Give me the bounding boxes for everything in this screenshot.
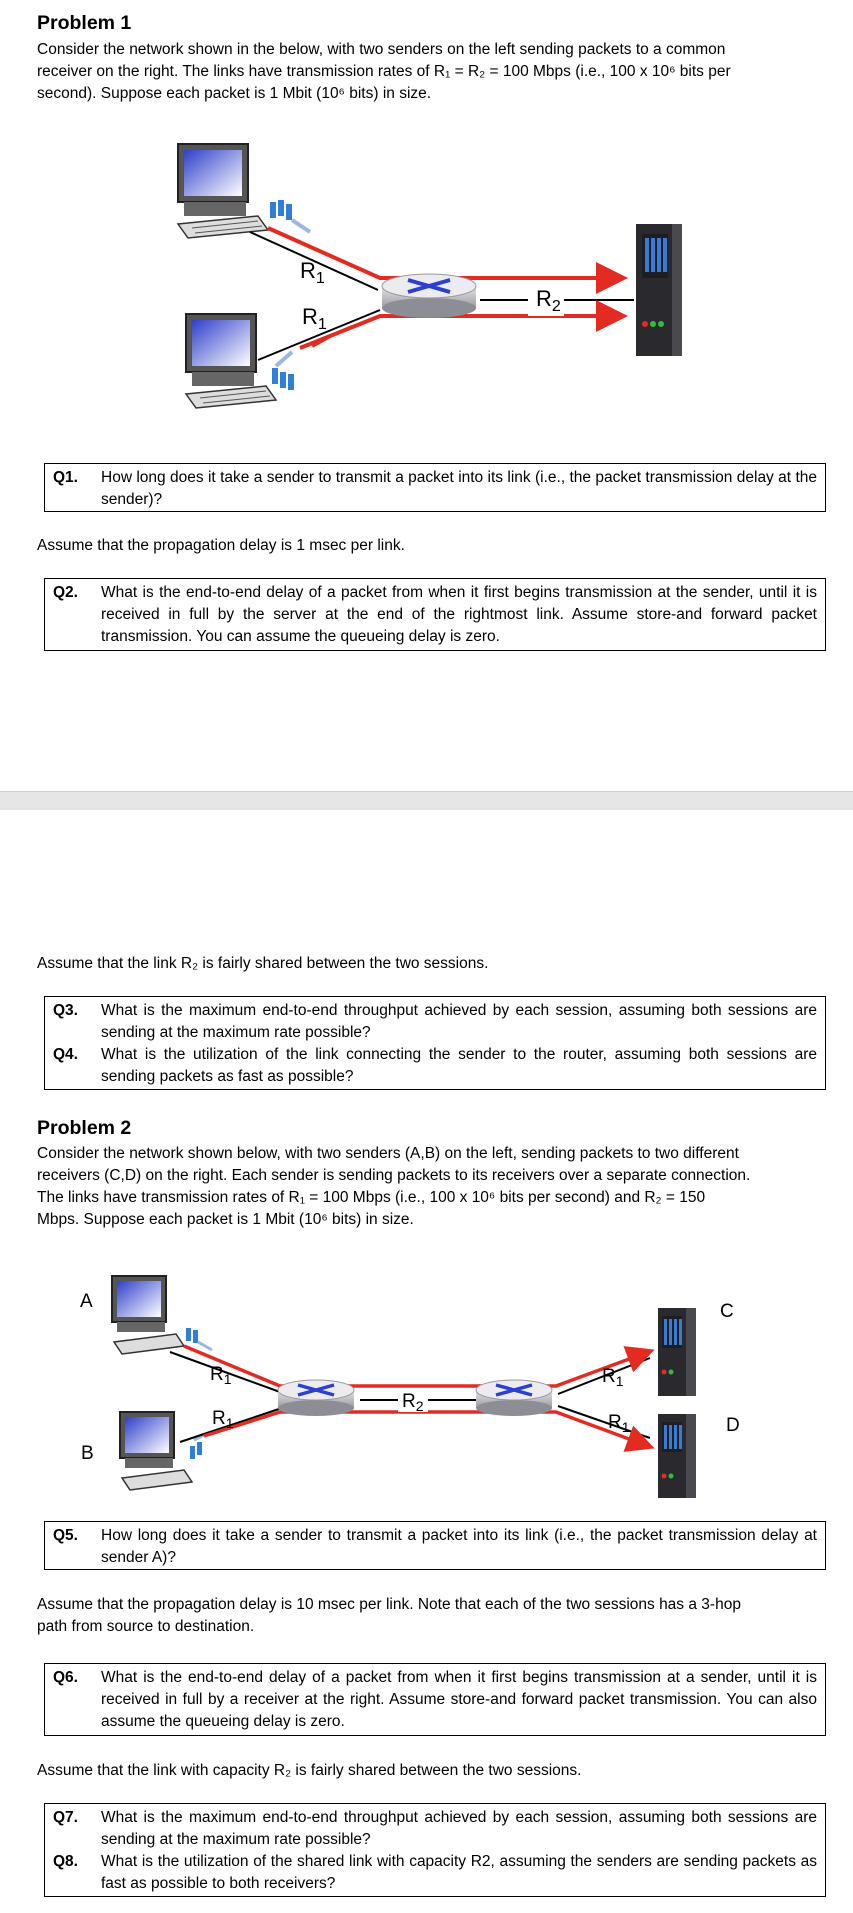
question-number: Q5. — [53, 1527, 78, 1544]
label-r1-d: $R_1$ — [608, 1412, 630, 1435]
problem2-intro-line2: receivers (C,D) on the right. Each sender is sending packets to its receivers over a separate connection. — [37, 1167, 751, 1184]
label-r1-top: $R_1$ — [300, 258, 325, 287]
label-r1-bottom-sub: 1 — [317, 316, 327, 333]
router-left-icon — [278, 1380, 354, 1416]
question-box-q1 — [44, 463, 826, 512]
node-label-c: C — [720, 1301, 734, 1322]
question-box-q2 — [44, 578, 826, 651]
node-label-a: A — [80, 1291, 93, 1312]
receiver-d-server-icon — [658, 1414, 696, 1498]
question-text: What is the end-to-end delay of a packet from when it first begins transmission at a sender, until it is received in full by a receiver at the right. Assume store-and forward packet transmission. You can also assume the queueing delay is zero. — [101, 1669, 817, 1730]
problem2-intro-line4: Mbps. Suppose each packet is 1 Mbit (10⁶ bits) in size. — [37, 1211, 414, 1228]
problem1-intro-line2: receiver on the right. The links have transmission rates of R₁ = R₂ = 100 Mbps (i.e., 100 x 10⁶ bits per — [37, 63, 731, 80]
label-r1-bottom: $R_1$ — [302, 304, 327, 333]
label-r1-b: $R_1$ — [212, 1408, 234, 1431]
label-r2-shared-sub: 2 — [415, 1398, 424, 1414]
router-right-icon — [476, 1380, 552, 1416]
question-text: What is the end-to-end delay of a packet from when it first begins transmission at the sender, until it is received in full by the server at the end of the rightmost link. Assume store-and forward packet transmission. You can assume the queueing delay is zero. — [101, 584, 817, 645]
problem1-heading: Problem 1 — [37, 12, 132, 34]
question-q8 — [53, 1851, 817, 1895]
node-label-d: D — [726, 1415, 740, 1436]
label-r1-b-sub: 1 — [225, 1415, 234, 1431]
problem2-heading: Problem 2 — [37, 1117, 132, 1139]
packets-top-icon — [270, 200, 310, 232]
router-icon — [382, 274, 476, 318]
question-number: Q4. — [53, 1046, 78, 1063]
question-box-q6 — [44, 1663, 826, 1736]
sender-computer-top-icon — [178, 144, 268, 238]
question-q5 — [53, 1525, 817, 1569]
label-r1-top-sub: 1 — [315, 270, 325, 287]
label-r1-a-sub: 1 — [223, 1371, 232, 1387]
propagation-note: Assume that the propagation delay is 1 msec per link. — [37, 537, 405, 554]
label-r1-c: $R_1$ — [602, 1366, 624, 1389]
question-q4 — [53, 1044, 817, 1088]
question-number: Q3. — [53, 1002, 78, 1019]
question-number: Q1. — [53, 469, 78, 486]
label-r2-shared: $R_2$ — [402, 1391, 424, 1414]
question-q6 — [53, 1667, 817, 1733]
question-number: Q7. — [53, 1809, 78, 1826]
label-r1-d-sub: 1 — [621, 1419, 630, 1435]
question-box-q5 — [44, 1521, 826, 1570]
question-text: What is the maximum end-to-end throughput achieved by each session, assuming both sessions are sending at the maximum rate possible? — [101, 1002, 817, 1041]
sender-computer-bottom-icon — [186, 314, 276, 408]
problem2-network-diagram — [0, 1262, 853, 1502]
question-box-q3-q4 — [44, 996, 826, 1090]
fair-share-note: Assume that the link R₂ is fairly shared between the two sessions. — [37, 955, 489, 972]
label-r1-a: $R_1$ — [210, 1364, 232, 1387]
receiver-server-icon — [636, 224, 682, 356]
label-r2-sub: 2 — [551, 298, 561, 315]
question-text: How long does it take a sender to transmit a packet into its link (i.e., the packet transmission delay at sender A)? — [101, 1527, 817, 1566]
propagation-note-line2: path from source to destination. — [37, 1618, 255, 1635]
packets-bottom-icon — [272, 352, 294, 390]
problem2-intro-line1: Consider the network shown below, with two senders (A,B) on the left, sending packets to two different — [37, 1145, 739, 1162]
question-q1 — [53, 467, 817, 511]
question-q2 — [53, 582, 817, 648]
question-text: What is the utilization of the link connecting the sender to the router, assuming both sessions are sending packets as fast as possible? — [101, 1046, 817, 1085]
propagation-note-line1: Assume that the propagation delay is 10 msec per link. Note that each of the two sessions has a 3-hop — [37, 1596, 741, 1613]
page-2 — [0, 810, 853, 1913]
question-text: What is the maximum end-to-end throughput achieved by each session, assuming both sessions are sending at the maximum rate possible? — [101, 1809, 817, 1848]
question-number: Q2. — [53, 584, 78, 601]
sender-a-computer-icon — [112, 1276, 184, 1354]
label-r2: $R_2$ — [536, 286, 561, 315]
question-number: Q8. — [53, 1853, 78, 1870]
question-text: What is the utilization of the shared link with capacity R2, assuming the senders are sending packets as fast as possible to both receivers? — [101, 1853, 817, 1892]
problem1-intro-line3: second). Suppose each packet is 1 Mbit (10⁶ bits) in size. — [37, 85, 432, 102]
problem1-network-diagram — [0, 120, 853, 430]
question-number: Q6. — [53, 1669, 78, 1686]
question-box-q7-q8 — [44, 1803, 826, 1897]
question-text: How long does it take a sender to transmit a packet into its link (i.e., the packet transmission delay at the sender)? — [101, 469, 817, 508]
receiver-c-server-icon — [658, 1308, 696, 1396]
node-label-b: B — [81, 1443, 94, 1464]
problem1-intro-line1: Consider the network shown in the below, with two senders on the left sending packets to a common — [37, 41, 726, 58]
question-q3 — [53, 1000, 817, 1044]
problem2-intro-line3: The links have transmission rates of R₁ = 100 Mbps (i.e., 100 x 10⁶ bits per second) and R₂ = 150 — [37, 1189, 706, 1206]
label-r1-c-sub: 1 — [615, 1373, 624, 1389]
fair-share-note-2: Assume that the link with capacity R₂ is fairly shared between the two sessions. — [37, 1762, 582, 1779]
page-1 — [0, 0, 853, 791]
page-break — [0, 791, 853, 812]
question-q7 — [53, 1807, 817, 1851]
sender-b-computer-icon — [120, 1412, 192, 1490]
